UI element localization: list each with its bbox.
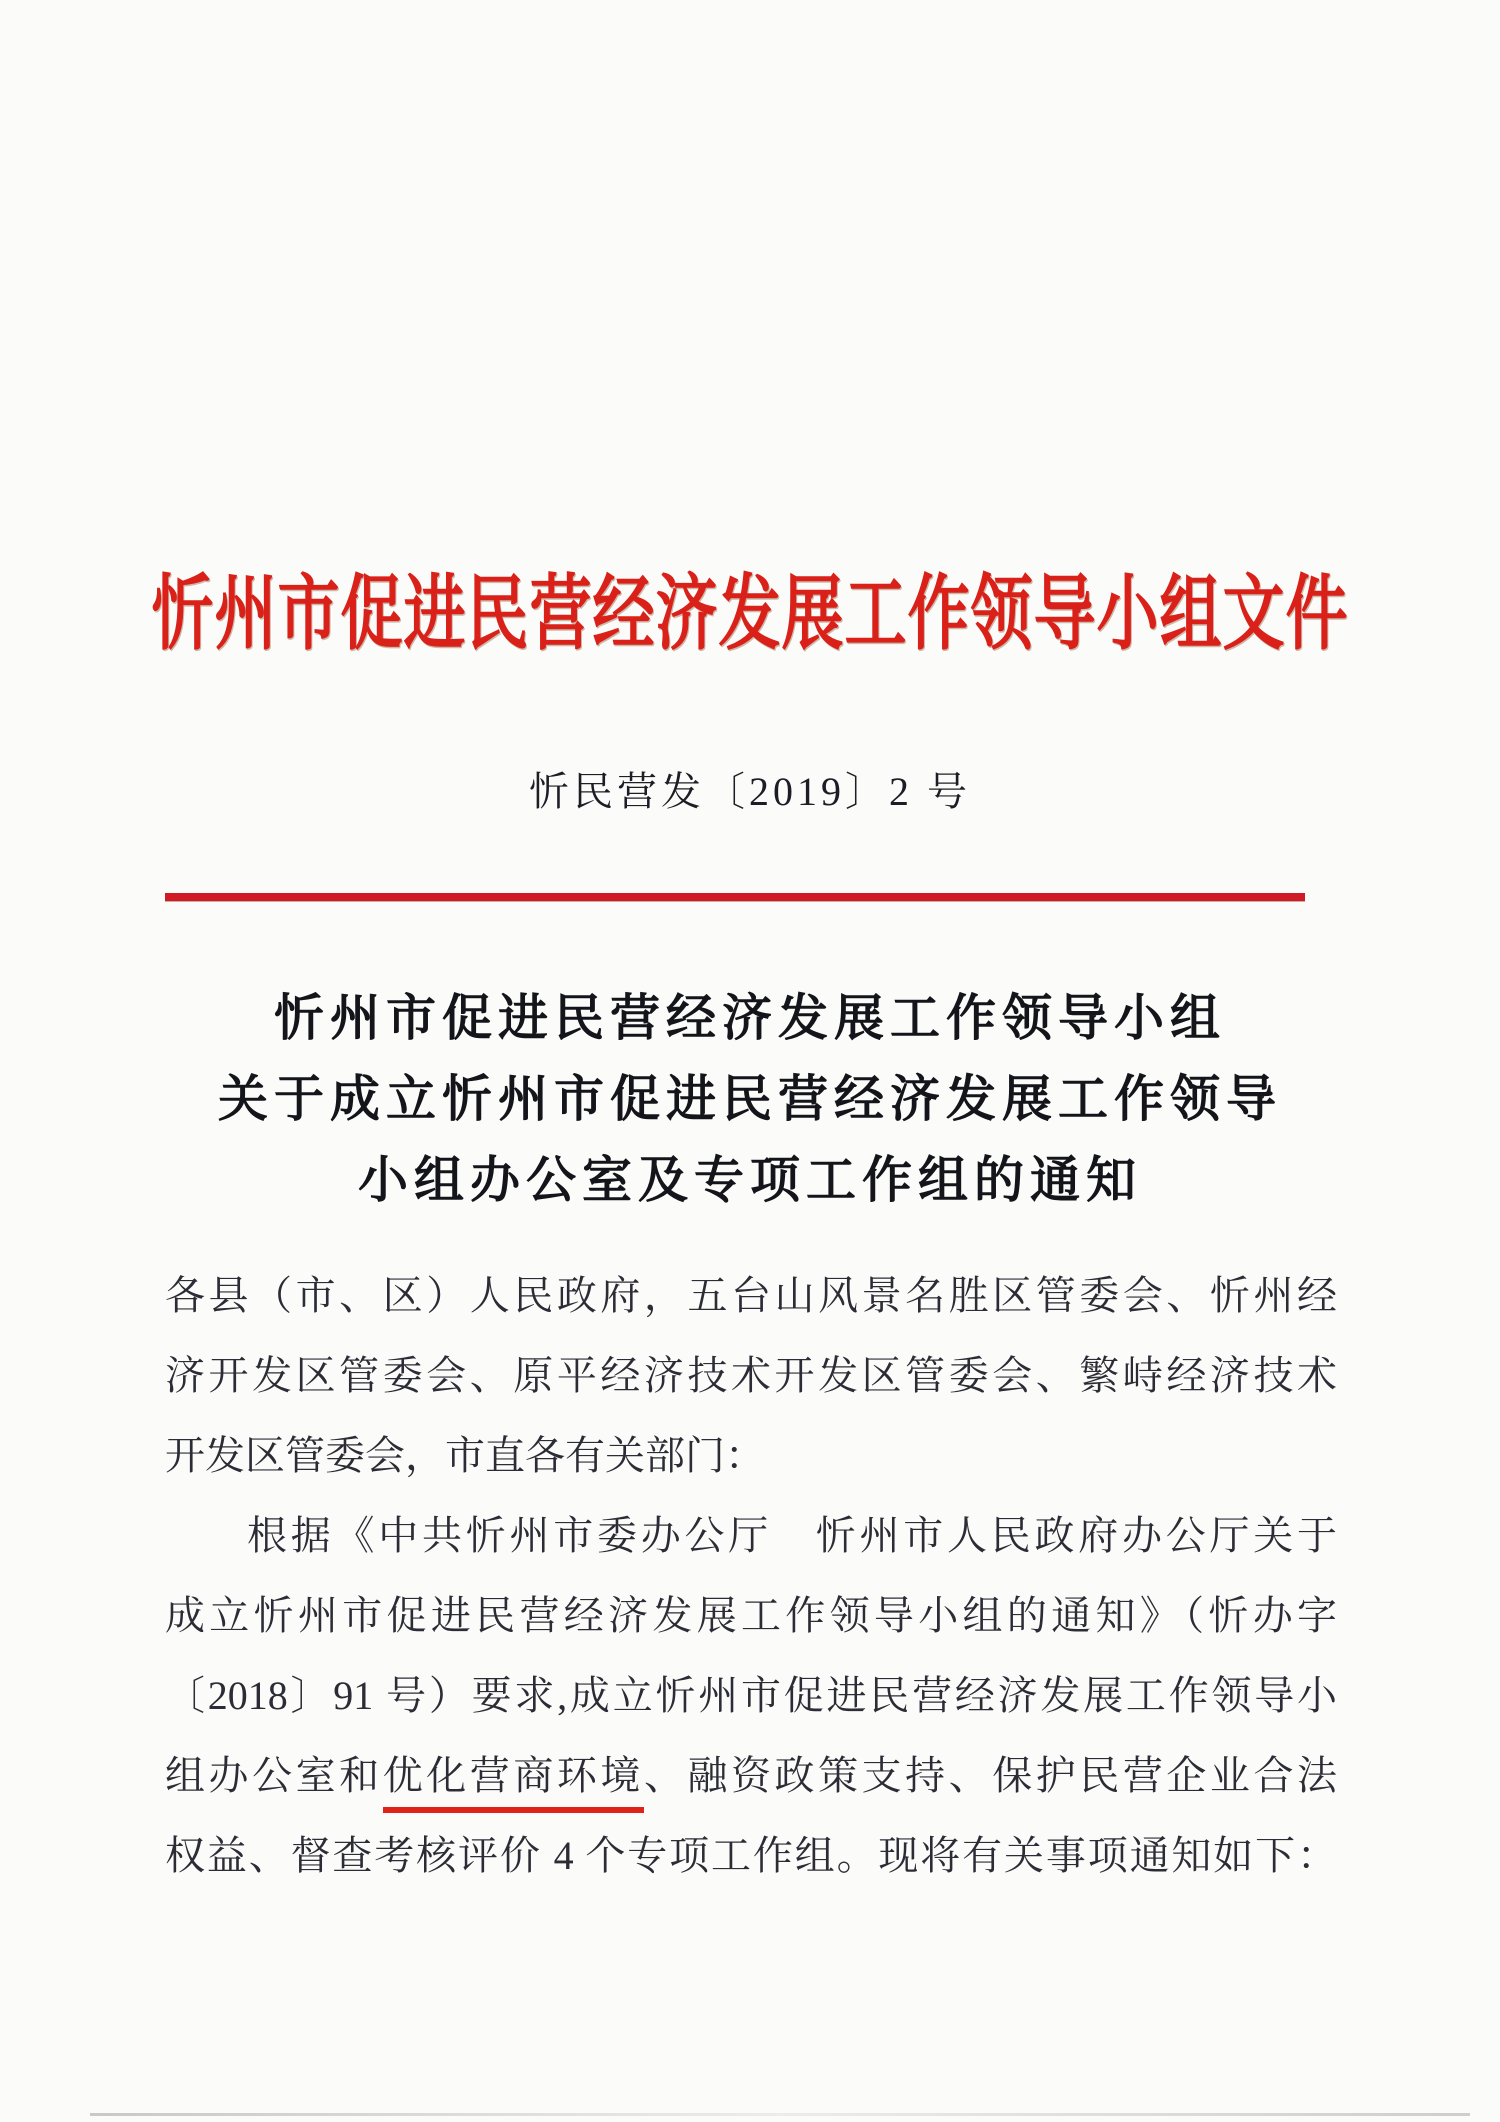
paragraph-line — [165, 1736, 1337, 1816]
salutation-line: 济开发区管委会、原平经济技术开发区管委会、繁峙经济技术 — [165, 1353, 1337, 1398]
letterhead-divider — [165, 893, 1305, 901]
scan-artifact — [90, 2113, 1470, 2116]
paragraph-line: 根据《中共忻州市委办公厅 忻州市人民政府办公厅关于 — [247, 1513, 1337, 1558]
paragraph-line: 成立忻州市促进民营经济发展工作领导小组的通知》（忻办字 — [165, 1593, 1337, 1638]
document-number: 忻民营发〔2019〕2 号 — [529, 769, 971, 814]
salutation-line: 各县（市、区）人民政府，五台山风景名胜区管委会、忻州经 — [165, 1273, 1337, 1318]
red-underlined-phrase: 优化营商环境 — [383, 1753, 644, 1813]
paragraph-line: 〔2018〕91 号）要求,成立忻州市促进民营经济发展工作领导小 — [165, 1673, 1337, 1718]
paragraph-text: 、融资政策支持、保护民营企业合法 — [643, 1753, 1338, 1798]
paragraph-text: 组办公室和 — [165, 1753, 383, 1798]
paragraph-line: 权益、督查考核评价 4 个专项工作组。现将有关事项通知如下： — [165, 1833, 1337, 1878]
salutation-line: 开发区管委会，市直各有关部门： — [165, 1433, 765, 1478]
notice-body — [165, 1256, 1337, 1896]
letterhead-title: 忻州市促进民营经济发展工作领导小组文件 — [151, 570, 1349, 661]
notice-title-line-2: 关于成立忻州市促进民营经济发展工作领导 — [218, 1071, 1282, 1127]
notice-title-line-3: 小组办公室及专项工作组的通知 — [358, 1152, 1142, 1208]
notice-title-line-1: 忻州市促进民营经济发展工作领导小组 — [274, 990, 1226, 1046]
notice-title-block — [0, 978, 1500, 1221]
